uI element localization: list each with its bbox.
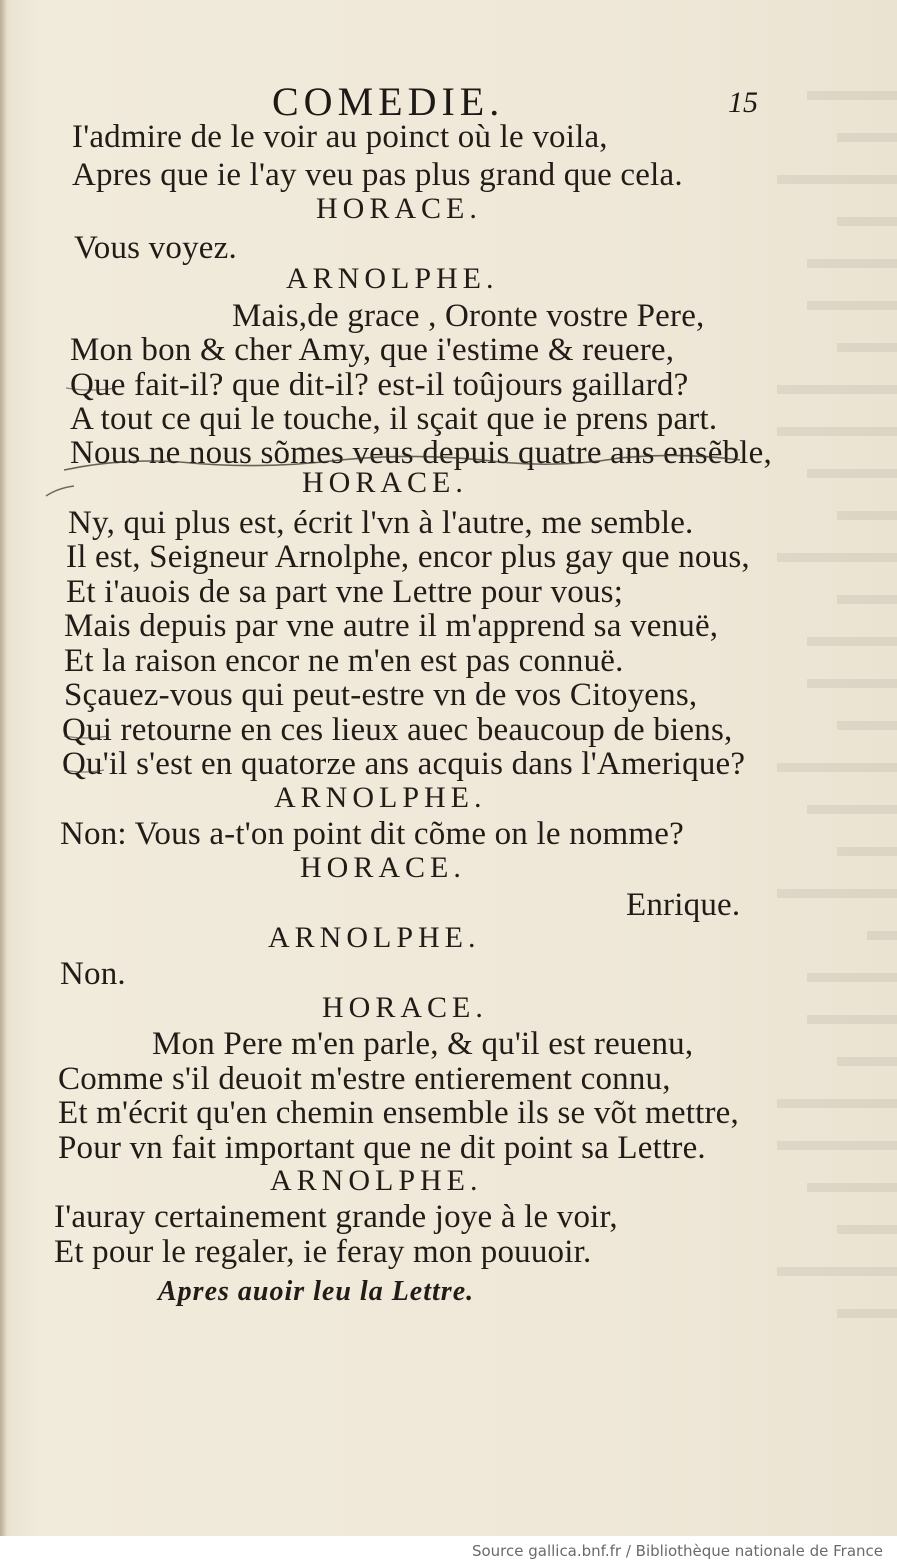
speaker-heading: ARNOLPHE. bbox=[268, 921, 481, 954]
verse-line: Que fait-il? que dit-il? est-il toûjours gaillard? bbox=[70, 367, 689, 403]
verse-line: Qui retourne en ces lieux auec beaucoup de biens, bbox=[62, 712, 733, 748]
verse-line: Comme s'il deuoit m'estre entierement connu, bbox=[58, 1061, 671, 1097]
source-credit: Source gallica.bnf.fr / Bibliothèque nationale de France bbox=[471, 1542, 883, 1560]
speaker-heading: HORACE. bbox=[322, 991, 488, 1024]
verse-line: Pour vn fait important que ne dit point sa Lettre. bbox=[58, 1130, 706, 1166]
verse-line: A tout ce qui le touche, il sçait que ie prens part. bbox=[70, 401, 718, 437]
verse-line: Il est, Seigneur Arnolphe, encor plus gay que nous, bbox=[66, 539, 750, 575]
stage-direction: Apres auoir leu la Lettre. bbox=[158, 1276, 475, 1307]
verse-line: Sçauez-vous qui peut-estre vn de vos Citoyens, bbox=[64, 677, 698, 713]
verse-line: Mais,de grace , Oronte vostre Pere, bbox=[232, 298, 705, 334]
verse-line: Nous ne nous sõmes veus depuis quatre ans ensẽble, bbox=[70, 435, 772, 471]
speaker-heading: ARNOLPHE. bbox=[270, 1164, 483, 1197]
verse-line: Et pour le regaler, ie feray mon pouuoir. bbox=[54, 1234, 592, 1270]
verse-line: Ny, qui plus est, écrit l'vn à l'autre, me semble. bbox=[68, 505, 694, 541]
running-head: COMEDIE. bbox=[272, 79, 505, 124]
verse-line: Enrique. bbox=[626, 887, 741, 923]
speaker-heading: HORACE. bbox=[302, 466, 468, 499]
page-number: 15 bbox=[728, 86, 758, 119]
verse-line: Vous voyez. bbox=[74, 230, 237, 266]
verse-line: Apres que ie l'ay veu pas plus grand que cela. bbox=[72, 157, 683, 193]
speaker-heading: ARNOLPHE. bbox=[286, 262, 499, 295]
verse-line: Non: Vous a-t'on point dit cõme on le nomme? bbox=[60, 816, 684, 852]
verse-line: Mais depuis par vne autre il m'apprend sa venuë, bbox=[64, 608, 719, 644]
speaker-heading: HORACE. bbox=[316, 192, 482, 225]
speaker-heading: ARNOLPHE. bbox=[274, 781, 487, 814]
verse-line: Et la raison encor ne m'en est pas connuë. bbox=[64, 643, 624, 679]
verse-line: Mon Pere m'en parle, & qu'il est reuenu, bbox=[152, 1026, 694, 1062]
verse-line: I'auray certainement grande joye à le voir, bbox=[54, 1199, 618, 1235]
verse-line: Non. bbox=[60, 956, 126, 992]
verse-line: I'admire de le voir au poinct où le voila, bbox=[72, 119, 608, 155]
verse-line: Et i'auois de sa part vne Lettre pour vous; bbox=[66, 574, 624, 610]
verse-line: Et m'écrit qu'en chemin ensemble ils se võt mettre, bbox=[58, 1095, 739, 1131]
verse-line: Qu'il s'est en quatorze ans acquis dans l'Amerique? bbox=[62, 746, 746, 782]
speaker-heading: HORACE. bbox=[300, 851, 466, 884]
show-through-text: ▬▬▬ ▬▬ ▬▬▬▬ ▬▬ ▬▬▬ ▬▬▬ ▬▬ ▬▬▬▬ ▬▬▬▬ ▬▬▬ ▬▬ ▬▬▬▬ ▬▬ ▬▬▬ ▬▬▬ ▬▬ ▬▬▬▬ ▬▬▬ ▬▬ ▬▬▬▬ ▬ ▬▬▬ ▬▬▬ ▬▬ ▬▬▬▬ ▬▬▬▬ ▬▬▬ ▬▬ ▬▬▬▬ ▬▬ bbox=[777, 74, 897, 1320]
verse-line: Mon bon & cher Amy, que i'estime & reuere, bbox=[70, 332, 675, 368]
